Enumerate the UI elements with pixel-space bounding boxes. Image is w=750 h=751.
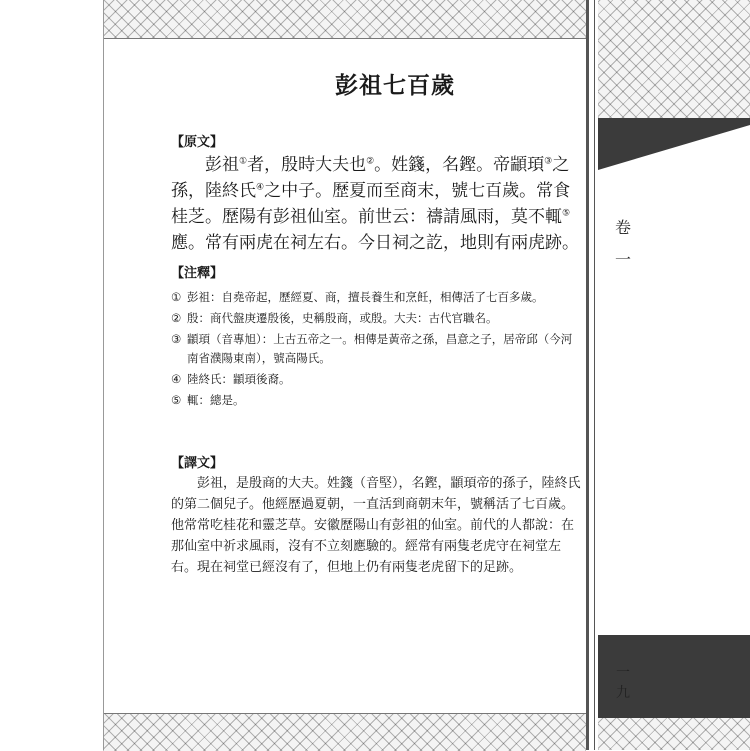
footnote-mark: ① bbox=[239, 156, 248, 167]
footnote-mark: ③ bbox=[544, 156, 553, 167]
note-item bbox=[171, 370, 581, 389]
page-number-units: 九 bbox=[616, 685, 630, 701]
text-run: 之中子。歷夏而至商末，號七百歲。常食桂芝。歷陽有彭祖仙室。前世云：禱請風雨，莫不輒 bbox=[171, 181, 571, 227]
page-edge-right-thin bbox=[594, 0, 595, 750]
page-content bbox=[155, 60, 581, 575]
note-mark: ③ bbox=[171, 332, 182, 346]
footnote-mark: ④ bbox=[256, 182, 265, 193]
page-edge-left bbox=[103, 0, 104, 750]
story-title: 彭祖七百歲 bbox=[335, 72, 455, 99]
note-text: 殷：商代盤庚遷殷後，史稱殷商，或殷。大夫：古代官職名。 bbox=[187, 311, 498, 325]
note-text: 輒：總是。 bbox=[187, 393, 245, 407]
volume-label: 卷 bbox=[614, 218, 631, 237]
note-mark: ⑤ bbox=[171, 393, 182, 407]
note-text: 彭祖：自堯帝起，歷經夏、商，擅長養生和烹飪，相傳活了七百多歲。 bbox=[187, 290, 544, 304]
translation-paragraph: 彭祖，是殷商的大夫。姓籛（音堅），名鏗，顓頊帝的孫子，陸終氏的第二個兒子。他經歷過夏朝，一直活到商朝末年，號稱活了七百歲。他常常吃桂花和靈芝草。安徽歷陽山有彭祖的仙室。前代的人都說：在那仙室中祈求風雨，沒有不立刻應驗的。經常有兩隻老虎守在祠堂左右。現在祠堂已經沒有了，但地上仍有兩隻老虎留下的足跡。 bbox=[171, 476, 581, 575]
note-item bbox=[171, 309, 581, 328]
page-number-tens: 一 bbox=[616, 665, 630, 681]
note-item bbox=[171, 288, 581, 307]
translation-text bbox=[171, 473, 581, 578]
notes-list bbox=[171, 288, 581, 412]
text-run: 。姓籛，名鏗。帝顓頊 bbox=[374, 155, 545, 175]
text-run: 彭祖 bbox=[205, 155, 239, 175]
text-run: 應。常有兩虎在祠左右。今日祠之訖，地則有兩虎跡。 bbox=[171, 233, 579, 253]
note-mark: ② bbox=[171, 311, 182, 325]
decorative-border-bottom bbox=[103, 713, 586, 751]
page-edge-right bbox=[586, 0, 589, 750]
original-paragraph bbox=[171, 152, 581, 256]
original-text bbox=[171, 152, 581, 256]
decorative-border-top bbox=[103, 0, 586, 39]
section-heading-original: 【原文】 bbox=[171, 135, 224, 150]
note-mark: ④ bbox=[171, 372, 182, 386]
footnote-mark: ⑤ bbox=[562, 208, 571, 219]
decorative-border-side-top bbox=[598, 0, 750, 118]
decorative-border-side-bottom bbox=[598, 713, 750, 750]
note-mark: ① bbox=[171, 290, 182, 304]
note-item bbox=[171, 330, 581, 368]
note-text: 顓頊（音專旭）：上古五帝之一。相傳是黃帝之孫，昌意之子，居帝邱（今河南省濮陽東南），號高陽氏。 bbox=[187, 332, 573, 365]
side-tab-rule bbox=[598, 646, 750, 648]
text-run: 者，殷時大夫也 bbox=[247, 155, 367, 175]
side-tab-panel bbox=[598, 125, 750, 635]
section-heading-translation: 【譯文】 bbox=[171, 456, 224, 471]
text-run: 之孫，陸終氏 bbox=[171, 155, 570, 201]
note-item bbox=[171, 391, 581, 410]
volume-number: 一 bbox=[614, 250, 631, 269]
footnote-mark: ② bbox=[366, 156, 375, 167]
section-heading-notes: 【注釋】 bbox=[171, 266, 224, 281]
note-text: 陸終氏：顓頊後裔。 bbox=[187, 372, 291, 386]
